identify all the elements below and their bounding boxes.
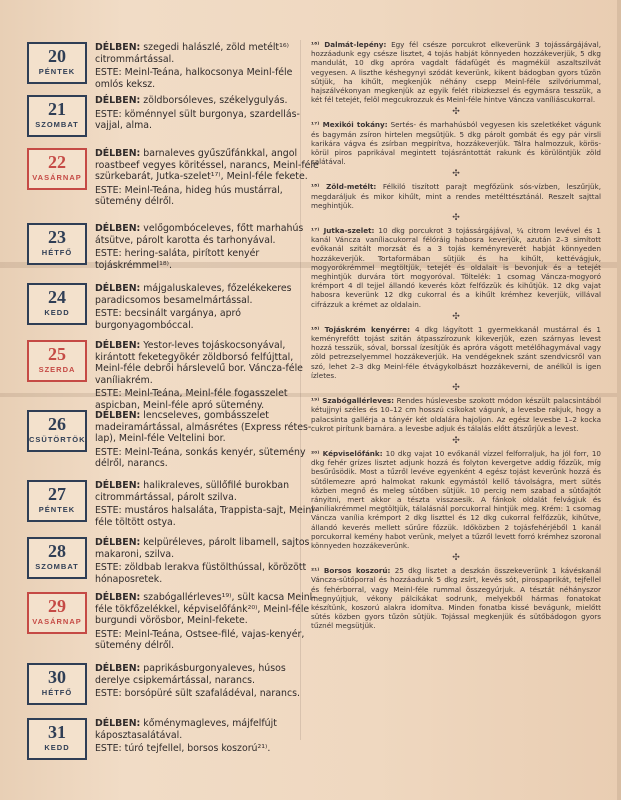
weekday-name: SZERDA [38, 365, 76, 374]
day-menu [95, 42, 323, 92]
meal-line [95, 42, 323, 65]
date-box [27, 340, 87, 382]
meal-text: barnaleves gyűszűfánkkal, angol roastbeef vegyes köritéssel, narancs, Meinl-féle szürkebarát, Jutka-szelet¹⁷⁾, Meinl-féle fekete. [95, 148, 319, 182]
paper-edge [617, 0, 621, 800]
meal-line [95, 308, 323, 331]
meal-line [95, 283, 323, 306]
recipe [311, 325, 601, 380]
meal-line [95, 410, 323, 445]
meal-label: DÉLBEN: [95, 340, 141, 351]
meal-line [95, 340, 323, 386]
meal-line [95, 629, 323, 652]
date-box [27, 537, 87, 579]
date-box [27, 410, 87, 452]
recipe-column [311, 40, 601, 631]
recipe-text: 10 dkg porcukrot 3 tojássárgájával, ¼ citrom levével és 1 kanál Váncza vaníliacukorral félóráig habosra keverjük, azután 2–3 simított evőkanál szitált morzsát és a 3 tojás keményreverét habját könnyeden hozzákeverjük. Tortaformában sütjük és ha kihűlt, kettévágjuk, mogyorókrémmel megtöltjük, tetejét és oldalait is bevonjuk és a tetejét meghintjük durvára tört mogyoróval. Töltelék: 1 csomag Váncza-mogyoró krémport 4 dl tejjel állandó keverés közt felfőzzük és kihűtjük. 12 dkg vajat habosra keverünk 12 dkg cukorral és a kihűlt krémhez keverjük, villával cifrázzuk a krémet az oldalain. [311, 226, 601, 309]
meal-line [95, 743, 323, 755]
weekday-name: CSÜTÖRTÖK [29, 435, 86, 444]
meal-text: ESTE: Meinl-Teána, Ostsee-filé, vajas-kenyér, sütemény délről. [95, 628, 305, 651]
day-number: 25 [48, 344, 66, 364]
meal-label: DÉLBEN: [95, 148, 141, 159]
recipe [311, 566, 601, 630]
day-menu [95, 340, 323, 413]
meal-line [95, 248, 323, 271]
recipe-text: 4 dkg lágyított 1 gyermekkanál mustárral és 1 keményrefőtt tojást szitán átpasszírozunk kikeverjük, ezen szárnyas levest hozzá tesszük, sóval, borssal ízesítjük és apróra vágott metélőhagymával vagy zöld petrezselyemmel hozzákeverjük. Ha vendégeknek szánt szendvicsről van szó, lehet 2–3 dkg Meinl-féle étvágykolbászt hozzákeverni, de anélkül is igen ízletes. [311, 324, 602, 380]
date-box [27, 223, 87, 265]
day-menu [95, 223, 323, 273]
weekday-name: VASÁRNAP [32, 617, 82, 626]
day-number: 24 [48, 287, 66, 307]
cross-separator-icon: ✣ [452, 213, 460, 224]
recipe-text: Egy fél csésze porcukrot elkeverünk 3 tojássárgájával, hozzáadunk egy csésze lisztet, 4 tojás habját könnyeden hozzákeverjük, 5 dkg mandulát, 10 dkg apróra vagdalt fádafügét és magmékül aszaltszilvát vegyesen. A liszthe késhegynyi szódát keverünk, kikent bádogban gyors tűzön sütjük, ha kihűlt, megkenjük néhány csepp Meinl-féle szilvóriummal, hajszálvékonyan megkenjük az egyik felét ribizkezsel és egymásra tesszük, a két fél tetejét, felöl megcukrozzuk és Meinl-féle hintve Váncza vaníliáscukorral. [311, 40, 601, 105]
meal-line [95, 388, 323, 411]
meal-text: ESTE: köménnyel sült burgonya, szardellás-vajjal, alma. [95, 108, 300, 131]
recipe-name: ¹⁶⁾ Dalmát-lepény: [311, 40, 387, 49]
meal-line [95, 95, 323, 107]
meal-line [95, 537, 323, 560]
meal-text: ESTE: mustáros halsaláta, Trappista-sajt, Meinl-féle töltött ostya. [95, 505, 318, 528]
weekday-name: HÉTFŐ [41, 688, 73, 697]
day-number: 20 [48, 46, 66, 66]
day-menu [95, 283, 323, 333]
meal-label: DÉLBEN: [95, 223, 141, 234]
recipe [311, 40, 601, 104]
meal-line [95, 109, 323, 132]
meal-text: ESTE: túró tejfellel, borsos koszorú²¹⁾. [95, 743, 271, 754]
meal-line [95, 688, 323, 700]
date-box [27, 42, 87, 84]
day-number: 27 [48, 484, 66, 504]
weekday-name: PÉNTEK [38, 67, 76, 76]
meal-text: kelpüréleves, párolt libamell, sajtos makaroni, szilva. [95, 537, 310, 560]
date-box [27, 283, 87, 325]
cross-separator-icon: ✣ [452, 311, 460, 322]
recipe-name: ²⁰⁾ Képviselőfánk: [311, 448, 383, 458]
date-box [27, 663, 87, 705]
day-menu [95, 592, 323, 654]
meal-line [95, 505, 323, 528]
meal-line [95, 67, 323, 90]
day-number: 26 [48, 414, 66, 434]
day-menu [95, 95, 323, 134]
recipe [311, 396, 601, 433]
weekday-name: KEDD [44, 743, 70, 752]
meal-text: szegedi halászlé, zöld metélt¹⁶⁾ citrommártással. [95, 42, 289, 65]
day-number: 23 [48, 227, 66, 247]
meal-text: kőménymagleves, májfelfújt káposztasalátával. [95, 718, 277, 741]
meal-text: ESTE: borsópüré sült szafaládéval, narancs. [95, 688, 300, 699]
weekday-name: PÉNTEK [38, 505, 76, 514]
meal-text: zöldborsóleves, székelygulyás. [140, 95, 288, 106]
recipe-name: ²¹⁾ Borsos koszorú: [311, 566, 391, 576]
meal-line [95, 148, 323, 183]
meal-text: ESTE: becsinált vargánya, apró burgonyagombóccal. [95, 308, 241, 331]
recipe [311, 226, 601, 309]
meal-text: májgaluskaleves, főzelékekeres paradicsomos besamelmártással. [95, 283, 292, 306]
date-box [27, 95, 87, 137]
meal-line [95, 562, 323, 585]
date-box [27, 718, 87, 760]
day-number: 21 [48, 99, 66, 119]
weekday-name: SZOMBAT [35, 120, 79, 129]
day-number: 30 [48, 667, 66, 687]
meal-line [95, 185, 323, 208]
weekday-name: HÉTFŐ [41, 248, 73, 257]
meal-text: ESTE: Meinl-Teána, hideg hús mustárral, sütemény délről. [95, 184, 283, 207]
weekday-name: KEDD [44, 308, 70, 317]
weekday-name: VASÁRNAP [32, 173, 82, 182]
day-menu [95, 718, 323, 757]
meal-line [95, 663, 323, 686]
recipe-text: 10 dkg vajat 10 evőkanál vízzel felforraljuk, ha jól forr, 10 dkg fehér grízes lisztet adjunk hozzá és folyton kevergetve addig főzzük, míg besűrűsödik. Most a tűzről levéve egyenként 4 egész tojást keverünk hozzá és sütőlemezre apró halmokat rakunk egymástól kellő távolságra, mert sütés közben megnő és meleg sütőben sütjük. 10 percig nem szabad a sütőajtót rányitni, mert akkor a tészta visszaesik. A fánkok oldalát felvágjuk és vaníliakrémmel megtöltjük, tálalásnál porcukorral hintjük meg. Krém: 1 csomag Váncza vanília krémport 2 dkg liszttel és 12 dkg cukorral felfőzzük, kihűtve, állandó keverés mellett sűrűre főzzük. Időközben 2 tojásfehérjéből 1 kanál porcukorral kemény habot verünk, melyet a tűzről levett forró krémhez szoronal könnyeden hozzákeverünk. [311, 448, 601, 550]
meal-text: halikraleves, süllőfilé burokban citrommártással, párolt szilva. [95, 480, 290, 503]
cross-separator-icon: ✣ [452, 435, 460, 446]
day-number: 31 [48, 722, 66, 742]
recipe [311, 120, 601, 166]
cross-separator-icon: ✣ [452, 383, 460, 394]
date-box [27, 480, 87, 522]
meal-line [95, 592, 323, 627]
day-menu [95, 537, 323, 587]
meal-line [95, 223, 323, 246]
meal-text: lencseleves, gombásszelet madeiramártással, almásrétes (Express rétes-lap), Meinl-féle Veltelini bor. [95, 410, 312, 444]
cross-separator-icon: ✣ [452, 553, 460, 564]
recipe-text: Sertés- és marhahúsból vegyesen kis szeletkéket vágunk és bagymán zsíron hirtelen megsütjük. 5 dkg párolt gombát és egy pár virsli karikára vágva és zsírban megpirítva, hozzákeverjük. Tálra halmozzuk, körös-körül piros paprikával megintett tojásrántottát rakunk és körülöntjük zöld salátával. [311, 120, 601, 167]
meal-label: DÉLBEN: [95, 95, 141, 106]
meal-text: ESTE: Meinl-Teána, sonkás kenyér, sütemény délről, narancs. [95, 446, 306, 469]
meal-text: paprikásburgonyaleves, húsos derelye csipkemártással, narancs. [95, 663, 286, 686]
recipe-text: 25 dkg lisztet a deszkán összekeverünk 1 kávéskanál Váncza-sütőporral és hozzáadunk 5 dkg zsírt, kevés sót, pirospaprikát, tejfellel és fehérborral, vagy Meinl-féle rummal összegyúrjuk. A tésztát néhányszor megnyújtjuk, vékony pálcikákat sodrunk, melyekből hármas fonatokat készítünk, koszorú alakra idomítva. Minden fonatba kissé bevágunk, mielőtt sütés közben gyors tűzön sütjük. Tojással megkenjük és sütőbádogon gyors tűznél megsütjük. [311, 566, 601, 631]
meal-line [95, 718, 323, 741]
recipe-name: ¹⁷⁾ Jutka-szelet: [311, 226, 375, 236]
meal-text: ESTE: zöldbab lerakva füstölthússal, körözött hónaposretek. [95, 562, 307, 585]
recipe-name: ¹⁸⁾ Zöld-metélt: [311, 182, 377, 192]
day-menu [95, 480, 323, 530]
meal-text: Yestor-leves tojáskocsonyával, kirántott feketegyökér zöldborsó felfújttal, Meinl-féle debrői hárslevelű bor. Váncza-féle vaníliakrém. [95, 340, 303, 386]
meal-label: DÉLBEN: [95, 718, 141, 729]
date-box [27, 148, 87, 190]
meal-text: velőgombóceleves, főtt marhahús átsütve, párolt karotta és tarhonyával. [95, 223, 304, 246]
recipe-text: Rendes húslevesbe szokott módon készült palacsintából kétujjnyi széles és 10–12 cm hosszú csíkokat vágunk, a levesbe rakjuk, hogy a palacsinta gallérja a tányér két oldalára hajoljon. Az egész levesbe 1–2 kocka cukrot pirítunk barnára. a levesbe adjuk és tálalás előtt átszűrjük a levest. [311, 396, 601, 433]
meal-label: DÉLBEN: [95, 410, 141, 421]
meal-text: ESTE: Meinl-Teána, halkocsonya Meinl-féle omlós keksz. [95, 67, 293, 90]
day-menu [95, 663, 323, 702]
cross-separator-icon: ✣ [452, 169, 460, 180]
recipe-name: ¹⁸⁾ Tojáskrém kenyérre: [311, 324, 410, 334]
recipe-name: ¹⁹⁾ Szabógallérleves: [311, 396, 394, 406]
day-number: 22 [48, 152, 66, 172]
day-number: 29 [48, 596, 66, 616]
meal-label: DÉLBEN: [95, 537, 141, 548]
weekday-name: SZOMBAT [35, 562, 79, 571]
meal-line [95, 480, 323, 503]
recipe-text: Félkiló tiszított parajt megfőzünk sós-vízben, leszűrjük, megdaráljuk és mikor kihűlt, mint a rendes metélttésztánál. Reszelt sajttal meghintjük. [311, 182, 601, 210]
meal-text: ESTE: Meinl-Teána, Meinl-féle fogasszelet aspicban, Meinl-féle apró sütemény. [95, 388, 288, 411]
day-menu [95, 148, 323, 210]
recipe [311, 182, 601, 210]
cross-separator-icon: ✣ [452, 107, 460, 118]
meal-text: ESTE: hering-saláta, pirított kenyér tojáskrémmel¹⁸⁾. [95, 248, 260, 271]
date-box [27, 592, 87, 634]
meal-line [95, 447, 323, 470]
meal-label: DÉLBEN: [95, 42, 141, 53]
meal-label: DÉLBEN: [95, 283, 141, 294]
meal-label: DÉLBEN: [95, 663, 141, 674]
meal-label: DÉLBEN: [95, 480, 141, 491]
day-menu [95, 410, 323, 472]
meal-text: szabógallérleves¹⁹⁾, sült kacsa Meinl-féle tökfőzelékkel, képviselőfánk²⁰⁾, Meinl-féle burgundi vörösbor, Meinl-fekete. [95, 592, 316, 626]
recipe-name: ¹⁷⁾ Mexikói tokány: [311, 120, 388, 130]
recipe [311, 449, 601, 550]
day-number: 28 [48, 541, 66, 561]
meal-label: DÉLBEN: [95, 592, 141, 603]
